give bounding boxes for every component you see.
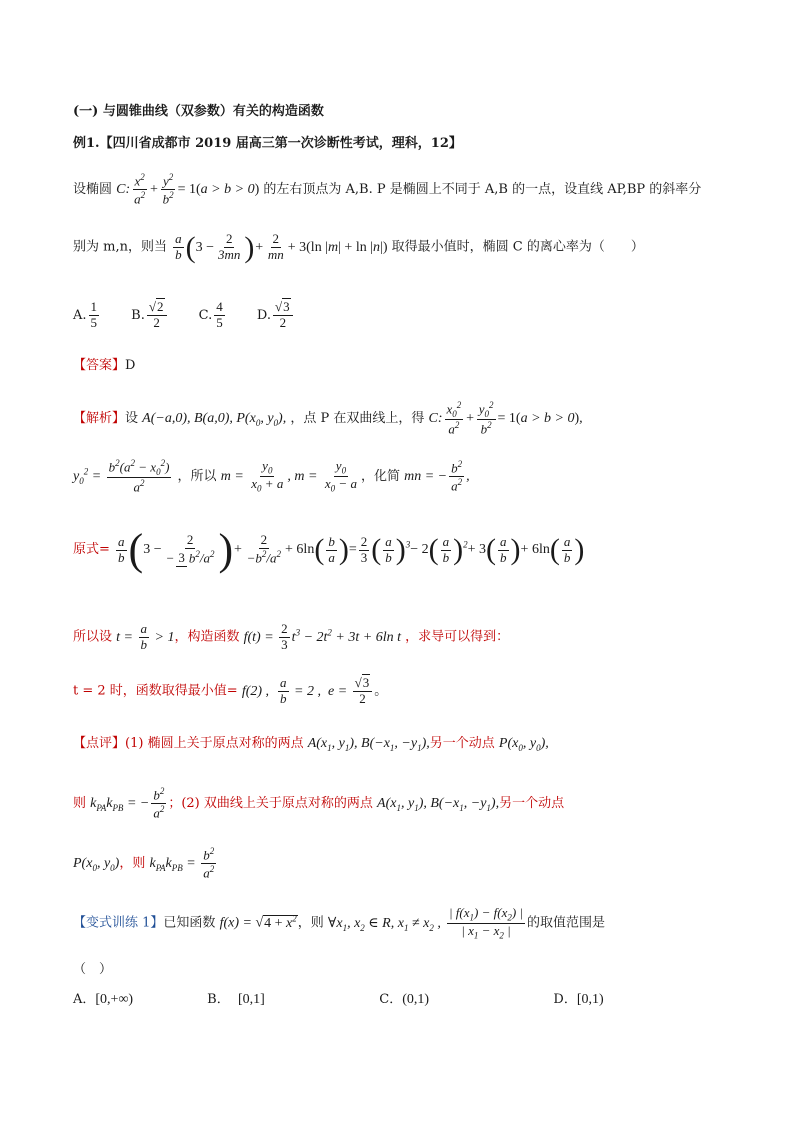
answer-label: 【答案】 [73,358,126,373]
original-expression-label: 原式= [73,542,110,558]
stem-text-a: 设椭圆 [73,181,113,197]
expression-to-minimize: $\frac{a}{b}$ (3 − $\frac{2}{3mn}$ )+ $\frac{2}{mn}$ + 3(ln |m| + ln |n|) [175,230,388,264]
analysis-line2 [73,458,470,496]
comment-line1 [73,736,549,754]
moving-point: $P(x_0$, $y_0$), [498,736,549,753]
variant-text: ，则 [297,915,324,931]
comment-text: 另一个动点 [499,795,565,811]
t-definition: t = $\frac{a}{b}$ > 1 [116,621,175,652]
variant-text: 的取值范围是 [527,915,606,931]
example-stem-line2 [73,232,644,263]
example-stem-line1 [73,172,701,208]
stem-text-c: 别为 m,n，则当 [73,239,167,255]
example-header [73,136,462,152]
analysis-line5 [73,676,387,707]
variant-option-c[interactable]: C．(0,1) [379,992,430,1007]
answer-value: D [125,358,136,373]
variant-option-b[interactable]: B． [0,1] [207,992,265,1007]
analysis-label: 【解析】 [73,410,126,426]
example-label: 例1. [73,136,100,151]
variant-condition: $\forall x_1$, $x_2$ ∈ R, $x_1 \ne x_2$ , [327,915,441,933]
ellipse-slope-product: $k_{PA}k_{PB}$ = − $\frac{b^2}{a^2}$ [90,786,165,821]
analysis-text: t = 2 时，函数取得最小值= [73,683,238,699]
analysis-text: ，化简 [360,468,400,484]
analysis-line4 [73,622,509,653]
points-definition: A(−a,0), B(a,0), $P(x_0$, $y_0$), [142,410,287,428]
option-a[interactable]: A. $\frac{1}{5}$ [73,299,98,330]
comment-text: ，则 [119,855,146,871]
analysis-text: 。 [374,683,388,699]
answer-line [73,358,135,374]
comment-text: 则 [73,795,87,811]
slope-expressions: m = $\frac{y_0}{x_0 + a}$ , m = $\frac{y_0}{x_0 - a}$ [220,458,357,494]
section-title: (一) 与圆锥曲线（双参数）有关的构造函数 [73,104,324,119]
comment-text: (1) 椭圆上关于原点对称的两点 [125,736,304,751]
comment-text: 另一个动点 [429,736,495,751]
comment-line3 [73,846,218,882]
analysis-text: ，所以 [177,468,217,484]
y0-squared-expression: $y_0^2$ = $\frac{b^2(a^2 - x_0^2)}{a^2}$ [73,458,170,495]
comment-line2 [73,786,564,822]
analysis-text: 所以设 [73,629,113,645]
analysis-line3 [73,525,585,574]
analysis-line1 [73,400,583,438]
mn-simplified: mn = − $\frac{b^2}{a^2}$ , [404,459,470,494]
analysis-text: 设 [125,410,139,426]
variant-label: 【变式训练 1】 [73,915,164,931]
constructed-function: f(t) = $\frac{2}{3}$ $t^3 - 2t^2 + 3t + 6\ln$ t [243,621,401,652]
option-d[interactable]: D. $\frac{√3}{2}$ [257,300,295,331]
analysis-text: ，求导可以得到： [405,629,510,645]
variant-options [73,992,604,1009]
option-b[interactable]: B. $\frac{√2}{2}$ [131,300,168,331]
option-c[interactable]: C. $\frac{4}{5}$ [198,299,223,330]
variant-ratio: $\frac{| f(x_1) - f(x_2) |}{| x_1 - x_2 |}$ [448,905,523,941]
variant-option-d[interactable]: D．[0,1) [553,992,604,1007]
symmetric-points: $A(x_1$, $y_1$), $B(-x_1$, $-y_1$), [377,795,500,813]
comment-label: 【点评】 [73,736,126,751]
comment-text: ；(2) 双曲线上关于原点对称的两点 [168,795,373,811]
example-options [73,300,321,331]
point-on-curve-equation: C: $\frac{x_0^2}{a^2}$ + $\frac{y_0^2}{b^2}$ = 1(a > b > 0), [428,400,583,437]
variant-line1 [73,906,605,941]
analysis-text: ，构造函数 [174,629,240,645]
variant-function: $f(x) = √4 + x^2$ [219,913,297,931]
hyperbola-slope-product: $k_{PA}k_{PB}$ = $\frac{b^2}{a^2}$ [149,846,215,881]
minimum-result: f(2) , $\frac{a}{b}$ = 2 , e = $\frac{√3}{2}$ [242,684,374,699]
stem-text-d: 取得最小值时，椭圆 C 的离心率为（ ） [391,239,644,255]
symmetric-points: $A(x_1$, $y_1$), $B(-x_1$, $-y_1$), [307,736,430,753]
variant-paren: （ ） [73,962,113,977]
variant-text: 已知函数 [163,915,216,931]
example-source: 【四川省成都市 2019 届高三第一次诊断性考试，理科，12】 [99,136,462,151]
ellipse-equation: C: $\frac{x^2}{a^2}$ + $\frac{y^2}{b^2}$ = 1(a > b > 0) [116,172,260,207]
stem-text-b: 的左右顶点为 A,B. P 是椭圆上不同于 A,B 的一点，设直线 AP,BP 的斜率分 [263,181,702,197]
original-expression-substituted: $\frac{a}{b}$ (3 − 2 − 3 $b^2/a^2$ )+ $\frac{2}{-b^2/a^2}$ + 6ln( $\frac{b}{a}$ )= $\frac{2}{3}$ ( $\frac{a}{b}$ )$^3$− 2( $\frac{a}{b}$ )$^2$+ 3( $\frac{a}{b}$ )+ 6ln( $\frac{a}{b}$ ) [118,525,585,574]
moving-point: $P(x_0$, $y_0$) [73,855,120,873]
variant-option-a[interactable]: A．[0,+∞) [73,992,134,1007]
analysis-text: ，点 P 在双曲线上，得 [290,410,425,426]
